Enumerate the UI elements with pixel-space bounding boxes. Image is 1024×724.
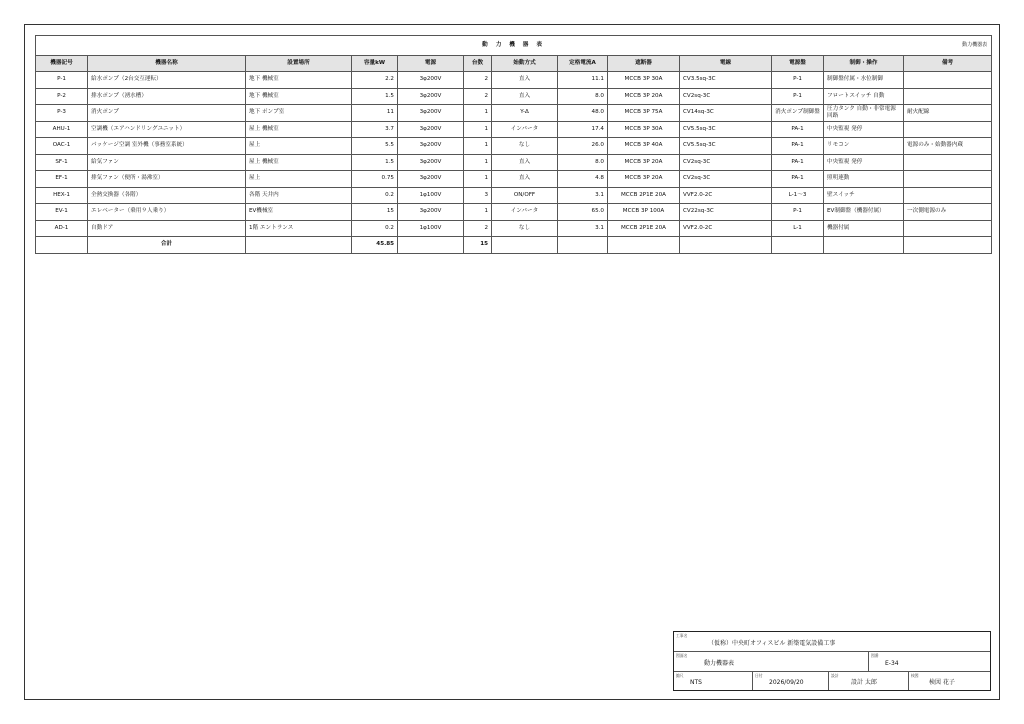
cell-code: OAC-1 [36, 138, 88, 155]
table-row [36, 72, 992, 89]
cell-note [904, 121, 992, 138]
cell-power: 3φ200V [398, 204, 464, 221]
header-kw: 容量kW [352, 56, 398, 72]
cell-amp: 48.0 [558, 105, 608, 122]
total-empty-cell [904, 237, 992, 254]
cell-amp: 65.0 [558, 204, 608, 221]
cell-power: 1φ100V [398, 220, 464, 237]
cell-amp: 26.0 [558, 138, 608, 155]
header-control: 制御・操作 [824, 56, 904, 72]
cell-code: P-1 [36, 72, 88, 89]
date-cell [752, 672, 828, 690]
total-label: 合計 [88, 237, 246, 254]
cell-breaker: MCCB 2P1E 20A [608, 187, 680, 204]
cell-place: 地下 機械室 [246, 88, 352, 105]
cell-qty: 2 [464, 88, 492, 105]
cell-control: 制御盤付属・水位制御 [824, 72, 904, 89]
cell-name: 消火ポンプ [88, 105, 246, 122]
cell-wire: CV2sq-3C [680, 88, 772, 105]
cell-place: 屋上 機械室 [246, 154, 352, 171]
header-place: 設置場所 [246, 56, 352, 72]
date-value: 2026/09/20 [769, 679, 804, 686]
cell-breaker: MCCB 3P 100A [608, 204, 680, 221]
total-empty-cell [558, 237, 608, 254]
table-header-row [36, 56, 992, 72]
project-name: （仮称）中央町オフィスビル 新築電気設備工事 [708, 640, 836, 647]
cell-code: P-3 [36, 105, 88, 122]
cell-power: 1φ100V [398, 187, 464, 204]
cell-qty: 2 [464, 72, 492, 89]
cell-amp: 8.0 [558, 154, 608, 171]
cell-panel: PA-1 [772, 171, 824, 188]
drawing-number-cell [868, 652, 992, 671]
table-title [36, 36, 992, 56]
drawing-number-label: 図番 [871, 653, 879, 658]
cell-name: 自動ドア [88, 220, 246, 237]
cell-note [904, 88, 992, 105]
cell-wire: CV14sq-3C [680, 105, 772, 122]
designer-name: 設計 太郎 [851, 679, 877, 686]
cell-name: 全熱交換器（各階） [88, 187, 246, 204]
cell-start: なし [492, 220, 558, 237]
cell-note: 電源のみ・始動器内蔵 [904, 138, 992, 155]
cell-kw: 0.2 [352, 220, 398, 237]
scale-value: NTS [690, 679, 702, 686]
cell-note: 一次側電源のみ [904, 204, 992, 221]
cell-kw: 1.5 [352, 88, 398, 105]
cell-wire: CV3.5sq-3C [680, 72, 772, 89]
cell-breaker: MCCB 3P 75A [608, 105, 680, 122]
designer-label: 設計 [831, 673, 839, 678]
checker-cell [908, 672, 992, 690]
cell-wire: CV2sq-3C [680, 154, 772, 171]
cell-note [904, 154, 992, 171]
drawing-number: E-34 [885, 660, 899, 667]
cell-code: AHU-1 [36, 121, 88, 138]
cell-start: 直入 [492, 171, 558, 188]
header-wire: 電線 [680, 56, 772, 72]
cell-kw: 5.5 [352, 138, 398, 155]
cell-amp: 4.8 [558, 171, 608, 188]
cell-panel: PA-1 [772, 121, 824, 138]
equipment-table [35, 35, 992, 254]
table-title-text: 動 力 機 器 表 [482, 42, 545, 48]
checker-label: 検図 [911, 673, 919, 678]
header-qty: 台数 [464, 56, 492, 72]
table-title-row [36, 36, 992, 56]
cell-qty: 1 [464, 171, 492, 188]
cell-start: Y-Δ [492, 105, 558, 122]
cell-kw: 3.7 [352, 121, 398, 138]
cell-wire: CV22sq-3C [680, 204, 772, 221]
designer-cell [828, 672, 908, 690]
table-row [36, 88, 992, 105]
header-breaker: 遮断器 [608, 56, 680, 72]
header-amp: 定格電流A [558, 56, 608, 72]
cell-wire: VVF2.0-2C [680, 220, 772, 237]
cell-note [904, 171, 992, 188]
cell-wire: CV5.5sq-3C [680, 138, 772, 155]
cell-code: AD-1 [36, 220, 88, 237]
cell-qty: 1 [464, 105, 492, 122]
title-block-info-row [674, 672, 990, 690]
total-row [36, 237, 992, 254]
header-panel: 電源盤 [772, 56, 824, 72]
cell-qty: 2 [464, 220, 492, 237]
scale-cell [674, 672, 752, 690]
cell-power: 3φ200V [398, 72, 464, 89]
cell-kw: 0.75 [352, 171, 398, 188]
total-empty-cell [608, 237, 680, 254]
cell-wire: CV5.5sq-3C [680, 121, 772, 138]
cell-control: 中央監視 発停 [824, 121, 904, 138]
drawing-name-label: 図面名 [676, 653, 688, 658]
cell-control: 圧力タンク 自動・非常電源回路 [824, 105, 904, 122]
cell-wire: VVF2.0-2C [680, 187, 772, 204]
table-row [36, 105, 992, 122]
cell-name: 空調機（エアハンドリングユニット） [88, 121, 246, 138]
cell-place: EV機械室 [246, 204, 352, 221]
title-block [673, 631, 991, 691]
drawing-sheet [24, 24, 1000, 700]
total-empty-cell [772, 237, 824, 254]
cell-place: 1階 エントランス [246, 220, 352, 237]
cell-control: フロートスイッチ 自動 [824, 88, 904, 105]
drawing-name: 動力機器表 [704, 660, 735, 667]
cell-start: 直入 [492, 154, 558, 171]
total-empty-cell [398, 237, 464, 254]
cell-panel: P-1 [772, 72, 824, 89]
cell-kw: 15 [352, 204, 398, 221]
cell-qty: 1 [464, 121, 492, 138]
scale-label: 縮尺 [676, 673, 684, 678]
cell-amp: 3.1 [558, 187, 608, 204]
header-start: 始動方式 [492, 56, 558, 72]
cell-name: エレベーター（乗用９人乗り） [88, 204, 246, 221]
cell-amp: 3.1 [558, 220, 608, 237]
cell-code: SF-1 [36, 154, 88, 171]
title-block-drawing-row [674, 652, 990, 672]
cell-control: 照明連動 [824, 171, 904, 188]
total-empty-cell [246, 237, 352, 254]
table-row [36, 138, 992, 155]
cell-panel: P-1 [772, 204, 824, 221]
cell-control: 壁スイッチ [824, 187, 904, 204]
cell-power: 3φ200V [398, 88, 464, 105]
table-row [36, 121, 992, 138]
header-note: 備考 [904, 56, 992, 72]
cell-place: 屋上 [246, 138, 352, 155]
cell-power: 3φ200V [398, 138, 464, 155]
cell-code: EF-1 [36, 171, 88, 188]
cell-name: 排水ポンプ（湧水槽） [88, 88, 246, 105]
total-empty-cell [492, 237, 558, 254]
cell-wire: CV2sq-3C [680, 171, 772, 188]
cell-name: 給水ポンプ（2台交互運転） [88, 72, 246, 89]
table-title-tag: 動力機器表 [962, 42, 988, 48]
cell-name: パッケージ空調 室外機（事務室系統） [88, 138, 246, 155]
total-qty: 15 [464, 237, 492, 254]
cell-breaker: MCCB 3P 40A [608, 138, 680, 155]
total-empty-cell [824, 237, 904, 254]
cell-power: 3φ200V [398, 105, 464, 122]
cell-breaker: MCCB 2P1E 20A [608, 220, 680, 237]
cell-panel: L-1〜3 [772, 187, 824, 204]
cell-power: 3φ200V [398, 154, 464, 171]
table-row [36, 220, 992, 237]
checker-name: 検図 花子 [929, 679, 955, 686]
cell-breaker: MCCB 3P 20A [608, 88, 680, 105]
cell-start: インバータ [492, 204, 558, 221]
project-label: 工事名 [676, 633, 688, 638]
cell-amp: 17.4 [558, 121, 608, 138]
cell-amp: 8.0 [558, 88, 608, 105]
cell-panel: P-1 [772, 88, 824, 105]
cell-start: ON/OFF [492, 187, 558, 204]
header-name: 機器名称 [88, 56, 246, 72]
cell-place: 各階 天井内 [246, 187, 352, 204]
cell-power: 3φ200V [398, 121, 464, 138]
cell-kw: 2.2 [352, 72, 398, 89]
cell-power: 3φ200V [398, 171, 464, 188]
cell-panel: PA-1 [772, 154, 824, 171]
cell-start: インバータ [492, 121, 558, 138]
cell-start: 直入 [492, 88, 558, 105]
table-row [36, 204, 992, 221]
cell-panel: L-1 [772, 220, 824, 237]
cell-breaker: MCCB 3P 30A [608, 72, 680, 89]
cell-qty: 1 [464, 204, 492, 221]
table-row [36, 187, 992, 204]
cell-panel: PA-1 [772, 138, 824, 155]
cell-note [904, 187, 992, 204]
cell-name: 給気ファン [88, 154, 246, 171]
cell-place: 屋上 [246, 171, 352, 188]
title-block-project-row [674, 632, 990, 652]
drawing-name-cell [674, 652, 868, 671]
cell-kw: 11 [352, 105, 398, 122]
cell-breaker: MCCB 3P 30A [608, 121, 680, 138]
header-code: 機器記号 [36, 56, 88, 72]
cell-qty: 1 [464, 138, 492, 155]
total-empty-cell [36, 237, 88, 254]
cell-control: 中央監視 発停 [824, 154, 904, 171]
cell-start: 直入 [492, 72, 558, 89]
cell-breaker: MCCB 3P 20A [608, 171, 680, 188]
cell-note [904, 220, 992, 237]
cell-place: 地下 ポンプ室 [246, 105, 352, 122]
total-kw: 45.85 [352, 237, 398, 254]
cell-control: 機器付属 [824, 220, 904, 237]
cell-breaker: MCCB 3P 20A [608, 154, 680, 171]
cell-kw: 0.2 [352, 187, 398, 204]
date-label: 日付 [755, 673, 763, 678]
cell-amp: 11.1 [558, 72, 608, 89]
cell-qty: 3 [464, 187, 492, 204]
cell-place: 屋上 機械室 [246, 121, 352, 138]
table-row [36, 171, 992, 188]
cell-panel: 消火ポンプ制御盤 [772, 105, 824, 122]
cell-note [904, 72, 992, 89]
cell-note: 耐火配線 [904, 105, 992, 122]
cell-code: P-2 [36, 88, 88, 105]
table-row [36, 154, 992, 171]
project-cell [674, 632, 990, 651]
cell-qty: 1 [464, 154, 492, 171]
cell-kw: 1.5 [352, 154, 398, 171]
cell-control: リモコン [824, 138, 904, 155]
total-empty-cell [680, 237, 772, 254]
cell-control: EV制御盤（機器付属） [824, 204, 904, 221]
cell-code: HEX-1 [36, 187, 88, 204]
cell-place: 地下 機械室 [246, 72, 352, 89]
header-power: 電源 [398, 56, 464, 72]
cell-start: なし [492, 138, 558, 155]
cell-code: EV-1 [36, 204, 88, 221]
cell-name: 排気ファン（便所・湯沸室） [88, 171, 246, 188]
